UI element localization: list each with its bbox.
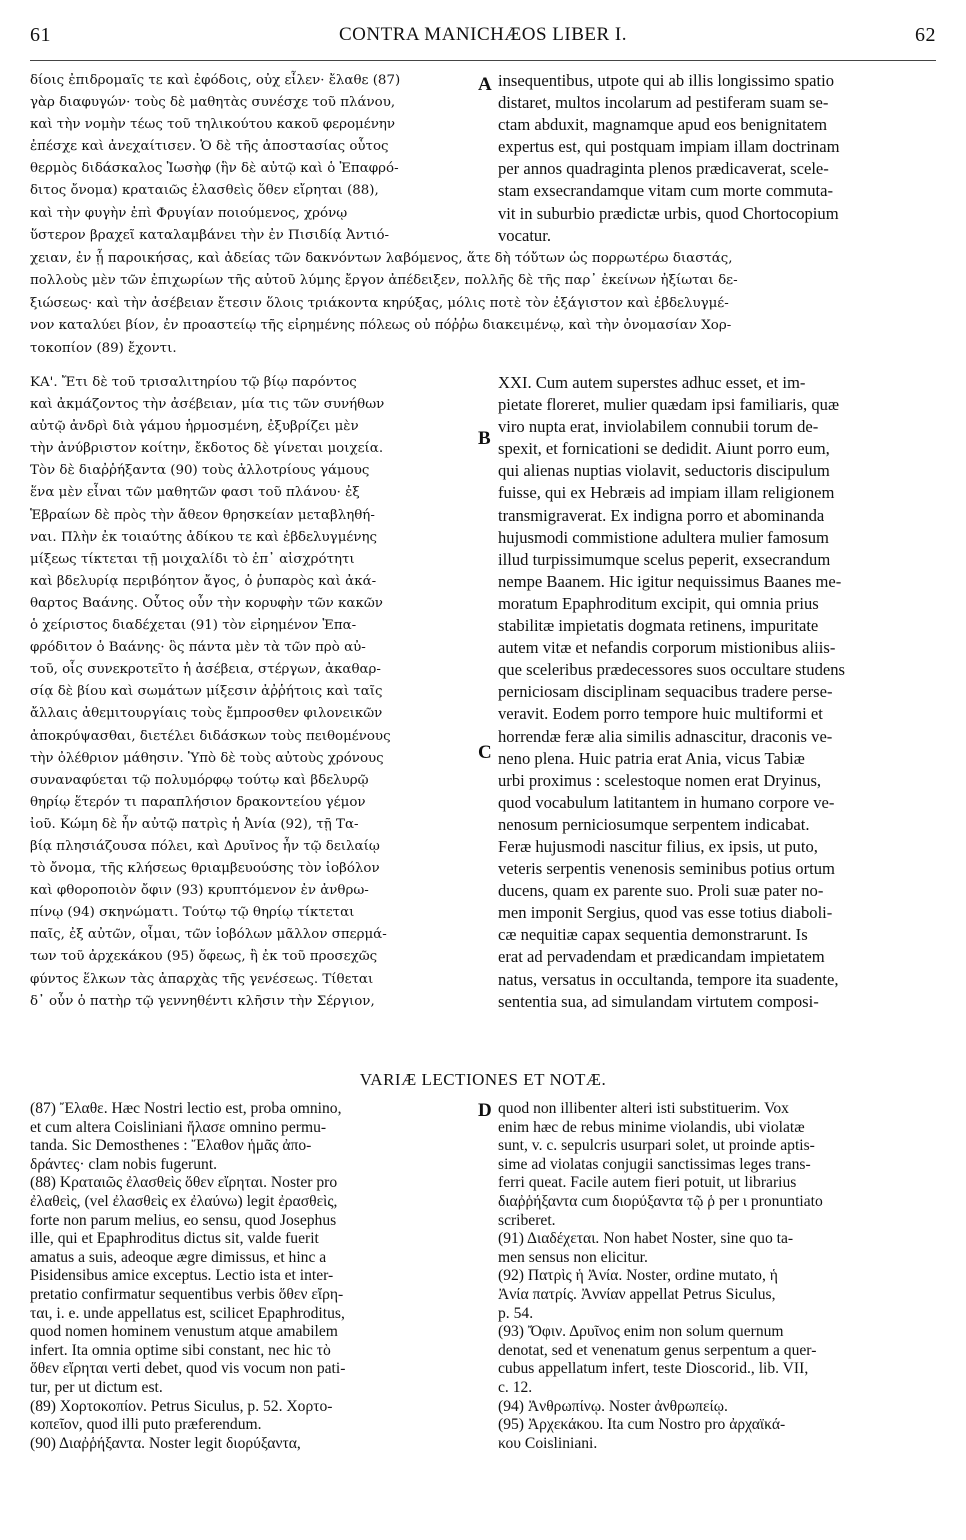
greek-line: θαρτος Βαάνης. Οὗτος οὖν τὴν κορυφὴν τῶν κακῶν [30,595,383,611]
latin-line: per annos quadraginta plenos prædicaverat, scele- [498,159,829,179]
greek-line: καὶ τὴν νομὴν τέως τοῦ τηλικούτου κακοῦ φερομένην [30,117,395,133]
latin-line: hujusmodi commistione adultera mulier famosum [498,527,829,547]
latin-line: horrendæ feræ alia similis adnascitur, draconis ve- [498,726,833,746]
greek-line: τὴν ὀλέθριον μάθησιν. Ὑπὸ δὲ τοὺς αὐτοὺς χρόνους [30,750,384,766]
note-line: tur, per ut dictum est. [30,1378,163,1396]
greek-line: ἀποκρύψασθαι, διετέλει διδάσκων τοὺς πειθομένους [30,728,391,744]
latin-line: viro nupta erat, inviolabilem connubii torum de- [498,417,819,437]
latin-line: qui alienas nuptias violavit, seductoris discipulum [498,461,830,481]
margin-marker-a: A [478,74,492,95]
greek-line: καὶ τὴν φυγὴν ἐπὶ Φρυγίαν ποιούμενος, χρόνῳ [30,205,348,221]
greek-line: τὴν ἀνύβριστον κοίτην, ἔκδοτος δὲ γίνεται μοιχεία. [30,441,384,457]
latin-line: XXI. Cum autem superstes adhuc esset, et im- [498,373,806,392]
note-line: sunt, v. c. sepulcris usurpari solet, ut proinde aptis- [498,1137,815,1155]
greek-line: ξιώσεως· καὶ τὴν ἀσέβειαν ἔτεσιν ὅλοις τριάκοντα κηρύξας, μόλις ποτὲ τὸν ἐξάγιστον καὶ ἐβδελυγμέ- [30,295,729,311]
latin-line: stam exsecrandamque vitam cum morte commuta- [498,181,833,201]
note-line: κοπεῖον, quod illi puto præferendum. [30,1416,262,1434]
section-heading: VARIÆ LECTIONES ET NOTÆ. [359,1070,607,1089]
latin-line: nempe Baanem. Hic igitur nequissimus Baanes me- [498,571,842,591]
greek-line: ἕνα μὲν εἶναι τῶν μαθητῶν φασι τοῦ πλάνου· ἐξ [30,485,360,501]
greek-line: ἄλλαις ἀθεμιτουργίαις τοὺς ἔμπροσθεν φιλονεικῶν [30,706,383,722]
greek-text-full-width [30,248,938,364]
latin-line: ducens, quam ex parente suo. Proli suæ pater no- [498,881,824,901]
greek-line: δίοις ἐπιδρομαῖς τε καὶ ἐφόδοις, οὐχ εἶλεν· ἔλαθε (87) [30,73,401,88]
note-line: (95) Ἀρχεκάκου. Ita cum Nostro pro ἀρχαϊκά- [498,1416,786,1434]
note-line: (94) Ἀνθρωπίνῳ. Noster ἀνθρωπείῳ. [498,1397,728,1415]
latin-line: distaret, multos incolarum ad pestiferam suam se- [498,93,829,113]
note-line: (87) Ἔλαθε. Hæc Nostri lectio est, proba omnino, [30,1100,342,1117]
note-line: ille, qui et Epaphroditus dictus sit, valde fuerit [30,1230,319,1248]
greek-line: ἰοῦ. Κώμη δὲ ἦν αὐτῷ πατρὶς ἡ Ἀνία (92), τῇ Τα- [30,816,359,832]
latin-text-top [498,70,938,248]
note-line: (93) Ὄφιν. Δρυῖνος enim non solum quernum [498,1323,784,1341]
greek-line: νον καταλύει βίον, ἐν προαστείῳ τῆς εἰρημένης πόλεως οὐ πόῤῥω διακειμένῳ, καὶ τὴν ὀνομασίαν Χορ- [30,318,732,334]
note-line: quod nomen hominem venustum atque amabilem [30,1323,338,1341]
greek-line: παῖς, ἐξ αὐτῶν, οἶμαι, τῶν ἰοβόλων μᾶλλον σπερμά- [30,927,387,943]
latin-line: vit in suburbio prædictæ urbis, quod Chortocopium [498,203,839,223]
note-line: infert. Ita omnia optime sibi constant, nec hic τὸ [30,1341,331,1359]
latin-line: que sceleribus prædecessores suos occultare studens [498,660,845,680]
greek-line: δ᾽ οὖν ὁ πατὴρ τῷ γεννηθέντι κλῆσιν τὴν Σέργιον, [30,993,375,1009]
page-number-right: 62 [915,24,936,46]
margin-marker-b: B [478,428,491,449]
latin-line: nenosum perniciosumque serpentem indicabat. [498,814,810,834]
greek-line: διτος ὄνομα) κραταιῶς ἐλασθεὶς ὅθεν εἴρηται (88), [30,183,379,199]
greek-line: ναι. Πλὴν ἐκ τοιαύτης ἀδίκου τε καὶ ἐβδελυγμένης [30,529,377,545]
latin-line: insequentibus, utpote qui ab illis longissimo spatio [498,71,835,90]
greek-line: βίᾳ πλησιάζουσα πόλει, καὶ Δρυῖνος ἦν τῷ δειλαίῳ [30,838,380,854]
greek-line: σίᾳ δὲ βίου καὶ σωμάτων μίξεσιν ἀῤῥήτοις καὶ ταῖς [30,684,383,700]
greek-line: πίνῳ (94) σκηνώματι. Τούτῳ τῷ θηρίῳ τίκτεται [30,905,355,921]
latin-line: sententia sua, ad simulandam virtutem composi- [498,991,819,1011]
latin-line: urbi proximus : scelestoque nomen erat Dryinus, [498,770,822,790]
latin-line: Feræ hujusmodi nascitur filius, ex ipsis, ut puto, [498,836,818,856]
greek-line: καὶ ἀκμάζοντος τὴν ἀσέβειαν, μία τις τῶν συνήθων [30,397,385,413]
greek-line: ΚΑ'. Ἔτι δὲ τοῦ τρισαλιτηρίου τῷ βίῳ παρόντος [30,375,357,390]
note-line: forte non parum melius, eo sensu, quod Josephus [30,1211,337,1229]
note-line: κου Coisliniani. [498,1434,598,1452]
greek-line: τὸ ὄνομα, τῆς κλήσεως θριαμβευούσης τὸν ἰοβόλον [30,861,380,877]
note-line: διαῤῥήξαντα cum διορύξαντα τῷ ῥ per ι pronuntiato [498,1192,823,1210]
latin-line: quod vocabulum latitantem in humano corpore ve- [498,792,835,812]
note-line: enim hæc de rebus minime violandis, ubi violatæ [498,1118,805,1136]
greek-line: καὶ φθοροποιὸν ὄφιν (93) κρυπτόμενον ἐν ἀνθρω- [30,883,369,899]
latin-line: cæ nequitiæ capax sequentia demonstrarunt. Is [498,925,808,945]
latin-line: fuisse, qui ex Hebræis ad impiam illam religionem [498,483,835,503]
note-line: ferri queat. Facile autem fieri potuit, ut librarius [498,1174,797,1192]
note-line: (92) Πατρὶς ἡ Ἀνία. Noster, ordine mutato, ἡ [498,1267,778,1285]
note-line: quod non illibenter alteri isti substituerim. Vox [498,1100,789,1117]
notes-right-column [498,1100,938,1460]
margin-marker-c: C [478,742,492,763]
latin-line: autem vitæ et nefandis corporum mistionibus aliis- [498,638,836,658]
latin-line: perniciosam disciplinam sequacibus tradere perse- [498,682,833,702]
latin-line: pietate floreret, mulier quædam ipsi familiaris, quæ [498,395,840,415]
note-line: cubus appellatum infert, teste Dioscorid., lib. VII, [498,1360,809,1378]
note-line: ἐλαθεὶς, (vel ἐλασθεὶς ex ἐλαύνω) legit ἐρασθεὶς, [30,1192,338,1210]
note-line: amatus a suis, adeoque ægre dimissus, et hinc a [30,1248,327,1266]
header-rule [30,60,936,61]
running-title: CONTRA MANICHÆOS LIBER I. [338,24,628,45]
note-line: c. 12. [498,1378,533,1396]
greek-line: Ἑβραίων δὲ πρὸς τὴν ἄθεον θρησκείαν μεταβληθή- [30,507,375,523]
margin-marker-d: D [478,1100,492,1121]
greek-line: τοῦ, οἷς συνεκροτεῖτο ἡ ἀσέβεια, στέργων, ἀκαθαρ- [30,662,381,678]
note-line: (89) Χορτοκοπίον. Petrus Siculus, p. 52. Χορτο- [30,1397,333,1415]
latin-line: spexit, et fornicationi se dedidit. Aiunt porro eum, [498,439,830,459]
latin-line: natus, versatus in occultanda, tempore ita suadente, [498,969,839,989]
note-line: denotat, sed et venenatum genus serpentum a quer- [498,1341,817,1359]
greek-line: αὐτῷ ἀνδρὶ διὰ γάμου ἡρμοσμένη, ἐξυβρίζει μὲν [30,419,359,435]
greek-text-top [30,70,480,248]
greek-line: συναναφύεται τῷ πολυμόρφῳ τούτῳ καὶ βδελυρῷ [30,772,369,788]
latin-line: neno plena. Huic patria erat Ania, vicus Tabiæ [498,748,805,768]
note-line: sime ad violatas conjugii sanctissimas leges trans- [498,1155,811,1173]
greek-line: πολλοὺς μὲν τῶν ἐπιχωρίων τῆς αὐτοῦ λύμης ἔργον ἀπέδειξεν, πολλῆς δὲ τῆς παρ᾽ ἐκείνων ἠξίωται δε- [30,273,738,289]
greek-line: ἐπέσχε καὶ ἀνεχαίτισεν. Ὁ δὲ τῆς ἀποστασίας οὗτος [30,139,389,155]
note-line: scriberet. [498,1211,556,1229]
greek-text-main [30,372,480,1022]
latin-line: erat ad pervadendam et prædicandam impietatem [498,947,825,967]
note-line: ὅθεν εἴρηται verti debet, quod vis vocum non pati- [30,1360,346,1378]
notes-left-column [30,1100,482,1460]
note-line: tanda. Sic Demosthenes : Ἔλαθον ἡμᾶς ἀπο- [30,1137,312,1155]
latin-line: moratum Epaphroditum excipit, qui omnia prius [498,593,819,613]
latin-line: vocatur. [498,225,551,245]
latin-text-main [498,372,938,1022]
page-number-left: 61 [30,24,51,46]
note-line: ται, i. e. unde appellatus est, scilicet Epaphroditus, [30,1304,345,1322]
greek-line: μίξεως τίκτεται τῇ μοιχαλίδι τὸ ἐπ᾽ αἰσχρότητι [30,551,355,567]
greek-line: ὕστερον βραχεῖ καταλαμβάνει τὴν ἐν Πισιδίᾳ Ἀντιό- [30,227,390,243]
note-line: (90) Διαῤῥήξαντα. Noster legit διορύξαντα, [30,1434,301,1452]
note-line: men sensus non elicitur. [498,1248,648,1266]
note-line: (88) Κραταιῶς ἐλασθεὶς ὅθεν εἴρηται. Noster pro [30,1174,338,1192]
greek-line: γὰρ διαφυγών· τοὺς δὲ μαθητὰς συνέσχε τοῦ πλάνου, [30,95,396,111]
greek-line: χειαν, ἐν ᾗ παροικήσας, καὶ ἀδείας τῶν δακνόντων λαβόμενος, ἅτε δὴ τόὔτων ὡς πορρωτέρω διαστάς, [30,251,733,266]
greek-line: θερμὸς διδάσκαλος Ἰωσὴφ (ἣν δὲ αὐτῷ καὶ ὁ Ἐπαφρό- [30,161,399,177]
latin-line: illud turpissimumque scelus peperit, exsecrandum [498,549,831,569]
note-line: Pisidensibus amice exceptus. Lectio ista et inter- [30,1267,334,1285]
note-line: p. 54. [498,1304,534,1322]
latin-line: stabilitæ impietatis dogmata retinens, impuritate [498,616,819,636]
latin-line: ctam abduxit, magnamque apud eos benignitatem [498,115,828,135]
note-line: pretatio confirmatur sequentibus verbis ὅθεν εἴρη- [30,1285,344,1303]
greek-line: ὁ χείριστος διαδέχεται (91) τὸν εἰρημένον Ἐπα- [30,618,357,634]
note-line: Ἀνία πατρίς. Ἀννίαν appellat Petrus Siculus, [498,1285,776,1303]
greek-line: τοκοπίον (89) ἔχοντι. [30,340,177,356]
latin-line: veravit. Eodem porro tempore huic multiformi et [498,704,823,724]
note-line: δράντες· clam nobis fugerunt. [30,1155,218,1173]
note-line: (91) Διαδέχεται. Non habet Noster, sine quo ta- [498,1230,794,1248]
note-line: et cum altera Coisliniani ἤλασε omnino permu- [30,1118,327,1136]
running-header [30,24,936,64]
latin-line: transmigraverat. Ex indigna porro et abominanda [498,505,825,525]
greek-line: των τοῦ ἀρχεκάκου (95) ὄφεως, ἢ ἐκ τοῦ προσεχῶς [30,949,378,965]
greek-line: φύντος ἕλκων τὰς ἀπαρχὰς τῆς γενέσεως. Τίθεται [30,971,374,987]
latin-line: veteris serpentis venenosis seminibus potius ortum [498,859,835,879]
greek-line: καὶ βδελυρίᾳ περιβόητον ἄγος, ὁ ῥυπαρὸς καὶ ἀκά- [30,573,377,589]
latin-line: men imponit Sergius, quod vas esse totius diaboli- [498,903,833,923]
greek-line: φρόδιτον ὁ Βαάνης· ὃς πάντα μὲν τὰ τῶν πρὸ αὐ- [30,640,366,656]
latin-line: expertus est, qui postquam impiam illam doctrinam [498,137,840,157]
greek-line: Τὸν δὲ διαῤῥήξαντα (90) τοὺς ἀλλοτρίους γάμους [30,463,370,479]
greek-line: θηρίῳ ἕτερόν τι παραπλήσιον δρακοντείου γέμον [30,794,366,810]
